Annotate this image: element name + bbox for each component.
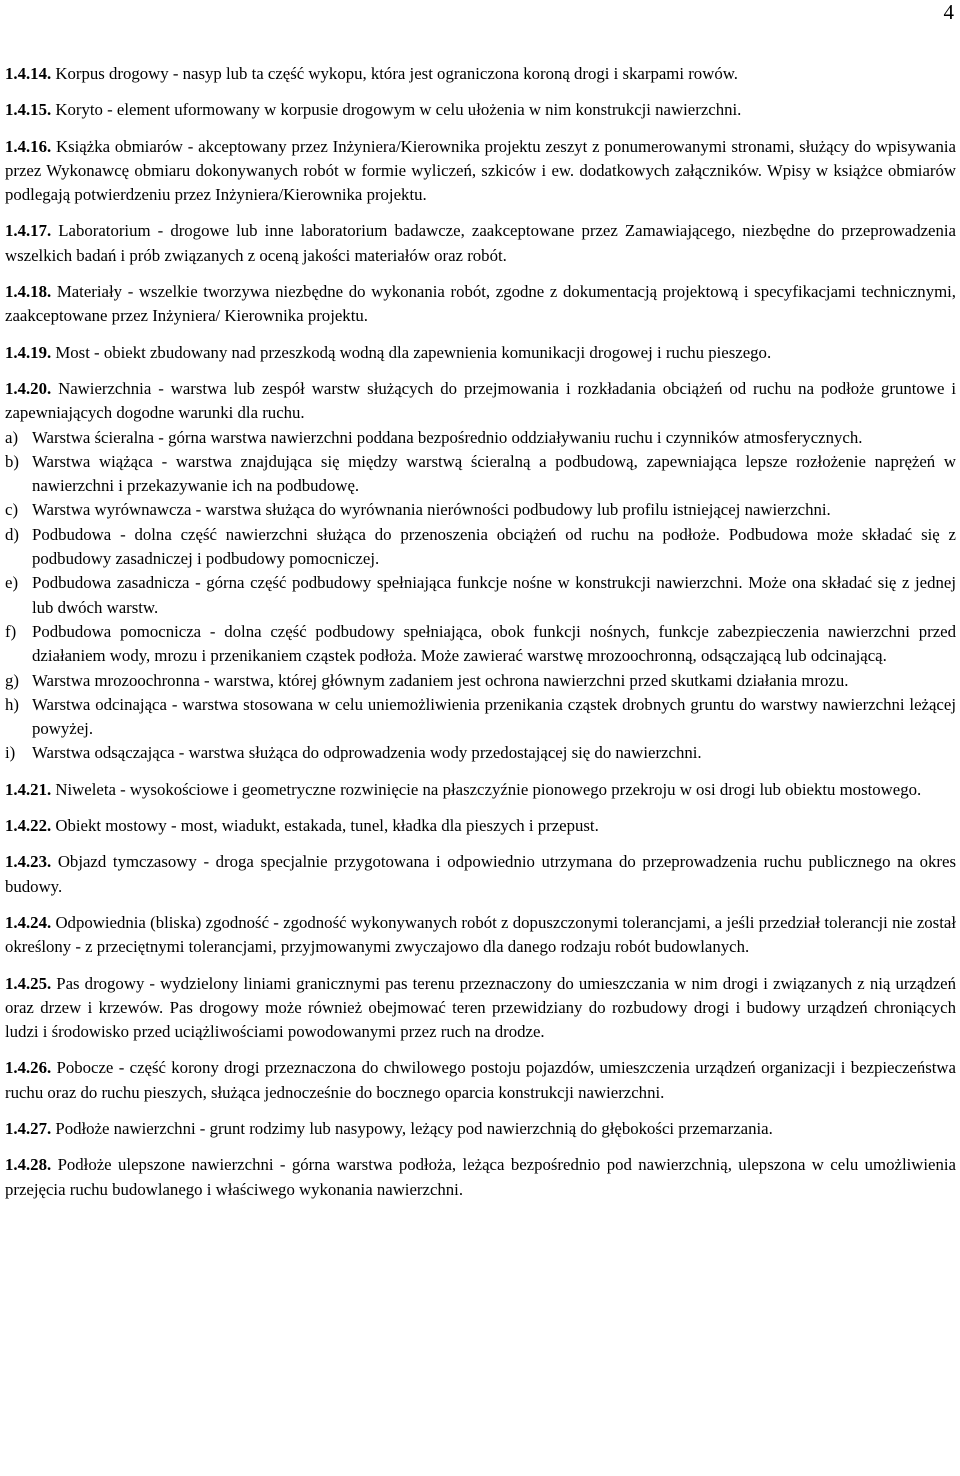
page-number: 4 xyxy=(943,0,954,24)
layer-letter: a) xyxy=(5,427,19,447)
layer-item-f xyxy=(5,620,956,669)
layer-text: Podbudowa pomocnicza - dolna część podbudowy spełniająca, obok funkcji nośnych, funkcje zabezpieczenia nawierzchni przed działaniem wody, mrozu i przenikaniem cząstek podłoża. Może zawierać warstwę mrozoochronną, odsączającą lub odcinającą. xyxy=(32,621,956,666)
definition-number: 1.4.18. xyxy=(5,282,52,302)
definition-1-4-26 xyxy=(5,1056,956,1105)
definition-number: 1.4.25. xyxy=(5,973,52,993)
layer-text: Warstwa wyrównawcza - warstwa służąca do wyrównania nierówności podbudowy lub profilu istniejącej nawierzchni. xyxy=(32,500,831,520)
definition-text: Koryto - element uformowany w korpusie drogowym w celu ułożenia w nim konstrukcji nawierzchni. xyxy=(55,100,742,120)
definition-1-4-18 xyxy=(5,280,956,329)
definition-number: 1.4.22. xyxy=(5,816,52,836)
layer-letter: g) xyxy=(5,670,19,690)
layer-letter: h) xyxy=(5,694,19,714)
definition-number: 1.4.16. xyxy=(5,136,52,156)
definition-1-4-17 xyxy=(5,219,956,268)
definition-text: Książka obmiarów - akceptowany przez Inżyniera/Kierownika projektu zeszyt z ponumerowanymi stronami, służący do wpisywania przez Wykonawcę obmiaru dokonywanych robót w formie wyliczeń, szkiców i ew. dodatkowych załączników. Wpisy w książce obmiarów podlegają potwierdzeniu przez Inżyniera/Kierownika projektu. xyxy=(5,136,956,205)
definition-number: 1.4.27. xyxy=(5,1118,52,1138)
definition-text: Podłoże ulepszone nawierzchni - górna warstwa podłoża, leżąca bezpośrednio pod nawierzchnią, ulepszona w celu umożliwienia przejęcia ruchu budowlanego i właściwego wykonania nawierzchni. xyxy=(5,1155,956,1199)
layer-letter: d) xyxy=(5,524,19,544)
definition-text: Obiekt mostowy - most, wiadukt, estakada, tunel, kładka dla pieszych i przepust. xyxy=(55,816,599,836)
definition-1-4-25 xyxy=(5,972,956,1045)
definition-text: Materiały - wszelkie tworzywa niezbędne do wykonania robót, zgodne z dokumentacją projektową i specyfikacjami technicznymi, zaakceptowane przez Inżyniera/ Kierownika projektu. xyxy=(5,282,956,326)
definition-number: 1.4.15. xyxy=(5,100,52,120)
layer-item-g xyxy=(5,669,956,693)
layer-text: Warstwa mrozoochronna - warstwa, której głównym zadaniem jest ochrona nawierzchni przed skutkami działania mrozu. xyxy=(32,670,849,690)
definition-text: Pas drogowy - wydzielony liniami granicznymi pas terenu przeznaczony do umieszczania w nim drogi i związanych z nią urządzeń oraz drzew i krzewów. Pas drogowy może również obejmować teren przewidziany do rozbudowy drogi i budowy urządzeń chroniących ludzi i środowisko przed uciążliwościami powodowanymi przez ruch na drodze. xyxy=(5,973,957,1042)
definition-number: 1.4.20. xyxy=(5,378,52,398)
definition-1-4-23 xyxy=(5,850,956,899)
layer-item-i xyxy=(5,741,956,765)
definition-1-4-16 xyxy=(5,135,956,208)
layer-text: Podbudowa zasadnicza - górna część podbudowy spełniająca funkcje nośne w konstrukcji nawierzchni. Może ona składać się z jednej lub dwóch warstw. xyxy=(32,573,956,617)
definition-1-4-28 xyxy=(5,1153,956,1202)
definition-1-4-20 xyxy=(5,377,956,426)
layer-letter: e) xyxy=(5,573,19,593)
definition-text: Nawierzchnia - warstwa lub zespół warstw służących do przejmowania i rozkładania obciążeń od ruchu na podłoże gruntowe i zapewniających dogodne warunki dla ruchu. xyxy=(5,378,956,423)
definition-number: 1.4.26. xyxy=(5,1058,52,1078)
definition-text: Odpowiednia (bliska) zgodność - zgodność wykonywanych robót z dopuszczonymi tolerancjami, a jeśli przedział tolerancji nie został określony - z przeciętnymi tolerancjami, przyjmowanymi zwyczajowo dla danego rodzaju robót budowlanych. xyxy=(5,912,956,957)
layer-item-d xyxy=(5,523,956,572)
layer-item-c xyxy=(5,498,956,522)
definition-text: Most - obiekt zbudowany nad przeszkodą wodną dla zapewnienia komunikacji drogowej i ruchu pieszego. xyxy=(55,342,772,362)
definition-text: Objazd tymczasowy - droga specjalnie przygotowana i odpowiednio utrzymana do przeprowadzenia ruchu publicznego na okres budowy. xyxy=(5,852,956,896)
layer-letter: b) xyxy=(5,451,19,471)
definition-number: 1.4.28. xyxy=(5,1155,52,1175)
layer-text: Warstwa odcinająca - warstwa stosowana w celu uniemożliwienia przenikania cząstek drobnych gruntu do warstwy nawierzchni leżącej powyżej. xyxy=(32,694,956,739)
definition-1-4-27 xyxy=(5,1117,956,1141)
definition-1-4-24 xyxy=(5,911,956,960)
definition-1-4-21 xyxy=(5,778,956,802)
definition-1-4-14 xyxy=(5,62,956,86)
document-body xyxy=(5,62,956,1202)
layer-letter: f) xyxy=(5,621,17,641)
definition-number: 1.4.19. xyxy=(5,342,52,362)
layer-item-e xyxy=(5,571,956,620)
layer-text: Warstwa odsączająca - warstwa służąca do odprowadzenia wody przedostającej się do nawierzchni. xyxy=(32,743,702,763)
layer-text: Warstwa wiążąca - warstwa znajdująca się między warstwą ścieralną a podbudową, zapewniająca lepsze rozłożenie naprężeń w nawierzchni i przekazywanie ich na podbudowę. xyxy=(32,451,956,496)
definition-text: Niweleta - wysokościowe i geometryczne rozwinięcie na płaszczyźnie pionowego przekroju w osi drogi lub obiektu mostowego. xyxy=(55,779,922,799)
definition-text: Pobocze - część korony drogi przeznaczona do chwilowego postoju pojazdów, umieszczenia urządzeń organizacji i bezpieczeństwa ruchu oraz do ruchu pieszych, służąca jednocześnie do bocznego oparcia konstrukcji nawierzchni. xyxy=(5,1058,956,1102)
layer-item-b xyxy=(5,450,956,499)
layer-item-h xyxy=(5,693,956,742)
definition-text: Podłoże nawierzchni - grunt rodzimy lub nasypowy, leżący pod nawierzchnią do głębokości przemarzania. xyxy=(55,1118,773,1138)
definition-text: Laboratorium - drogowe lub inne laboratorium badawcze, zaakceptowane przez Zamawiającego, niezbędne do przeprowadzenia wszelkich badań i prób związanych z oceną jakości materiałów oraz robót. xyxy=(5,221,956,265)
layer-letter: i) xyxy=(5,743,16,763)
definition-number: 1.4.17. xyxy=(5,221,52,241)
layer-text: Warstwa ścieralna - górna warstwa nawierzchni poddana bezpośrednio oddziaływaniu ruchu i czynników atmosferycznych. xyxy=(32,427,863,447)
definition-number: 1.4.21. xyxy=(5,779,52,799)
layer-text: Podbudowa - dolna część nawierzchni służąca do przenoszenia obciążeń od ruchu na podłoże. Podbudowa może składać się z podbudowy zasadniczej i podbudowy pomocniczej. xyxy=(32,524,956,569)
definition-number: 1.4.24. xyxy=(5,912,52,932)
definition-number: 1.4.23. xyxy=(5,852,52,872)
definition-1-4-19 xyxy=(5,341,956,365)
definition-1-4-22 xyxy=(5,814,956,838)
layer-letter: c) xyxy=(5,500,19,520)
definition-number: 1.4.14. xyxy=(5,64,52,83)
definition-text: Korpus drogowy - nasyp lub ta część wykopu, która jest ograniczona koroną drogi i skarpami rowów. xyxy=(55,64,738,83)
layer-item-a xyxy=(5,426,956,450)
definition-1-4-15 xyxy=(5,98,956,122)
